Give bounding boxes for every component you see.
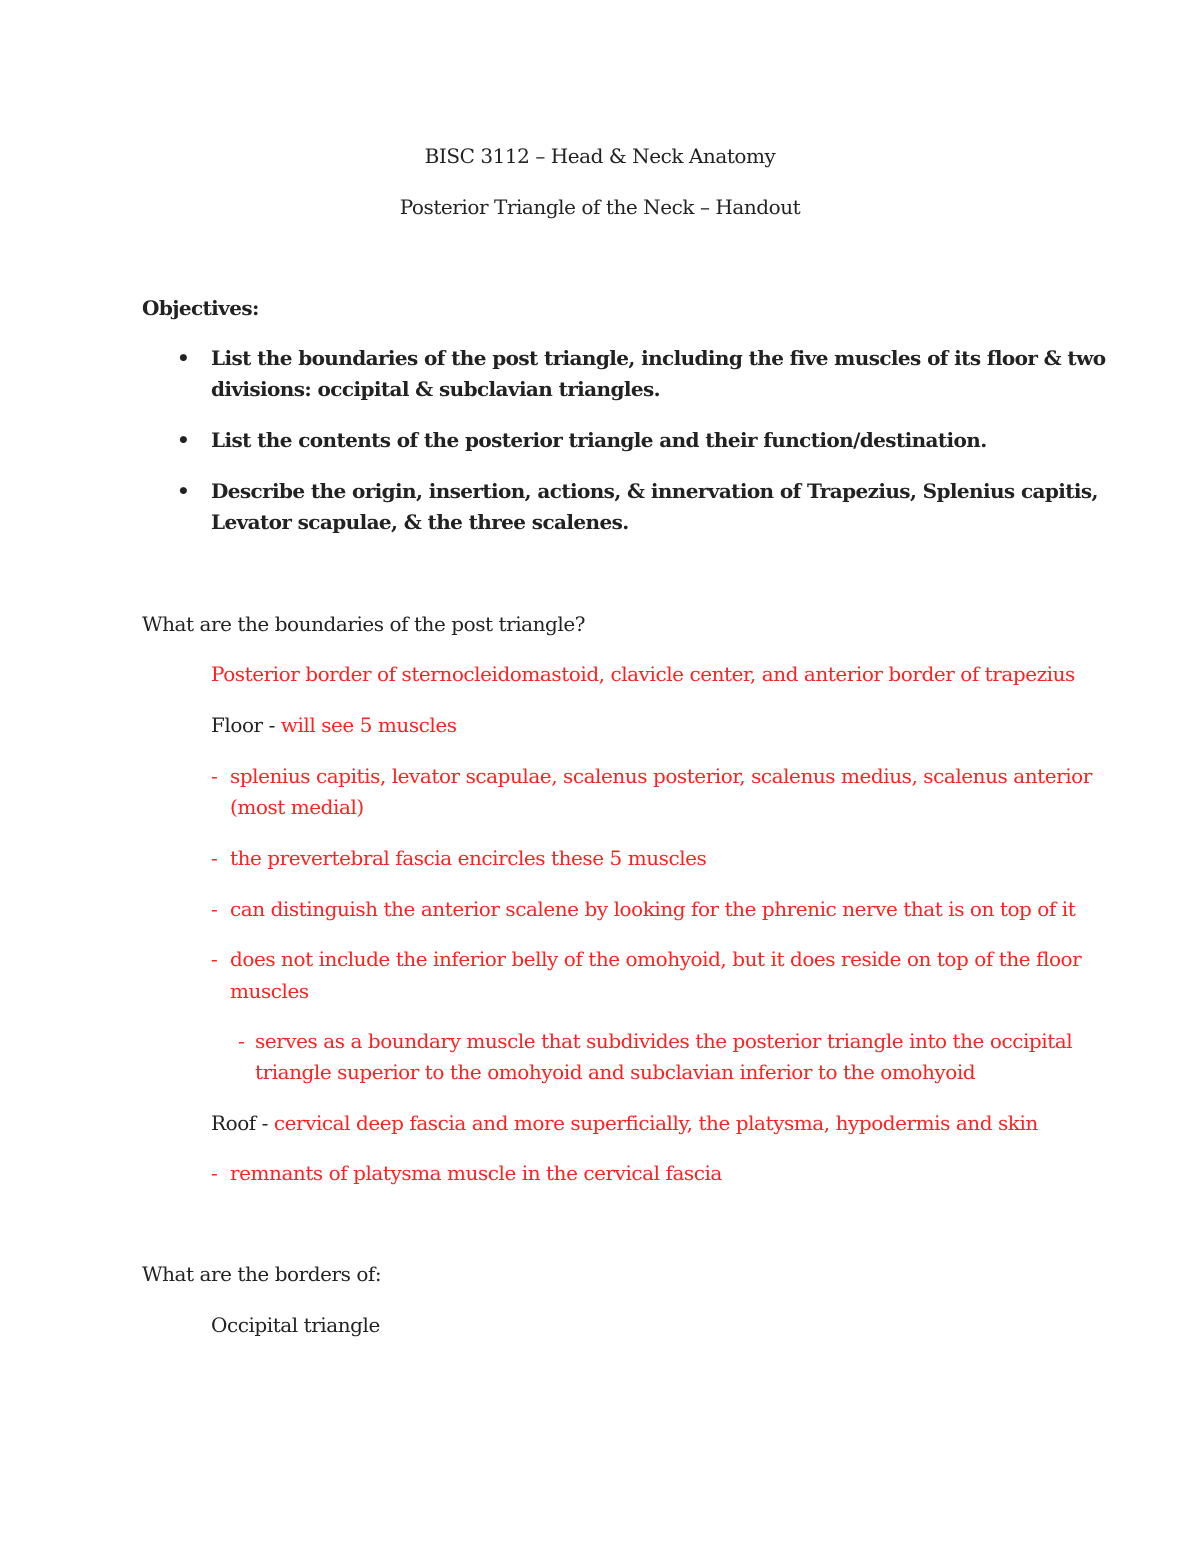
roof-point-line: remnants of platysma muscle in the cervical fascia [230,1161,722,1185]
answer-boundaries: Posterior border of sternocleidomastoid, clavicle center, and anterior border of trapezius [211,662,1075,686]
bullet-icon: • [177,346,190,370]
dash-icon: - [238,1029,245,1053]
dash-icon: - [211,947,218,971]
course-title: BISC 3112 – Head & Neck Anatomy [424,144,776,168]
roof-line [211,1108,1038,1139]
dash-icon: - [211,897,218,921]
objective-text-line: divisions: occipital & subclavian triangles. [211,377,661,401]
floor-point-line: can distinguish the anterior scalene by looking for the phrenic nerve that is on top of it [230,897,1076,921]
floor-sub-point-line: serves as a boundary muscle that subdivides the posterior triangle into the occipital [255,1029,1073,1053]
objective-text-line: Levator scapulae, & the three scalenes. [211,510,629,534]
dash-icon: - [211,1161,218,1185]
floor-point-line: (most medial) [230,795,364,819]
objective-text-line: Describe the origin, insertion, actions, & innervation of Trapezius, Splenius capitis, [211,479,1098,503]
floor-label: Floor - [211,713,281,737]
objectives-heading: Objectives: [142,296,259,320]
handout-title: Posterior Triangle of the Neck – Handout [399,195,801,219]
dash-icon: - [211,846,218,870]
objective-text-line: List the boundaries of the post triangle, including the five muscles of its floor & two [211,346,1106,370]
question-borders: What are the borders of: [142,1262,382,1286]
objective-text-line: List the contents of the posterior triangle and their function/destination. [211,428,987,452]
floor-point-line: muscles [230,979,309,1003]
roof-text: cervical deep fascia and more superficially, the platysma, hypodermis and skin [273,1111,1038,1135]
floor-point-line: does not include the inferior belly of the omohyoid, but it does reside on top of the floor [230,947,1082,971]
dash-icon: - [211,764,218,788]
floor-line [211,710,457,741]
bullet-icon: • [177,479,190,503]
floor-text: will see 5 muscles [280,713,457,737]
floor-point-line: the prevertebral fascia encircles these 5 muscles [230,846,707,870]
floor-sub-point-line: triangle superior to the omohyoid and subclavian inferior to the omohyoid [255,1060,976,1084]
occipital-triangle-label: Occipital triangle [211,1313,380,1337]
floor-point-line: splenius capitis, levator scapulae, scalenus posterior, scalenus medius, scalenus anterior [230,764,1092,788]
bullet-icon: • [177,428,190,452]
question-boundaries: What are the boundaries of the post triangle? [142,612,586,636]
roof-label: Roof - [211,1111,274,1135]
